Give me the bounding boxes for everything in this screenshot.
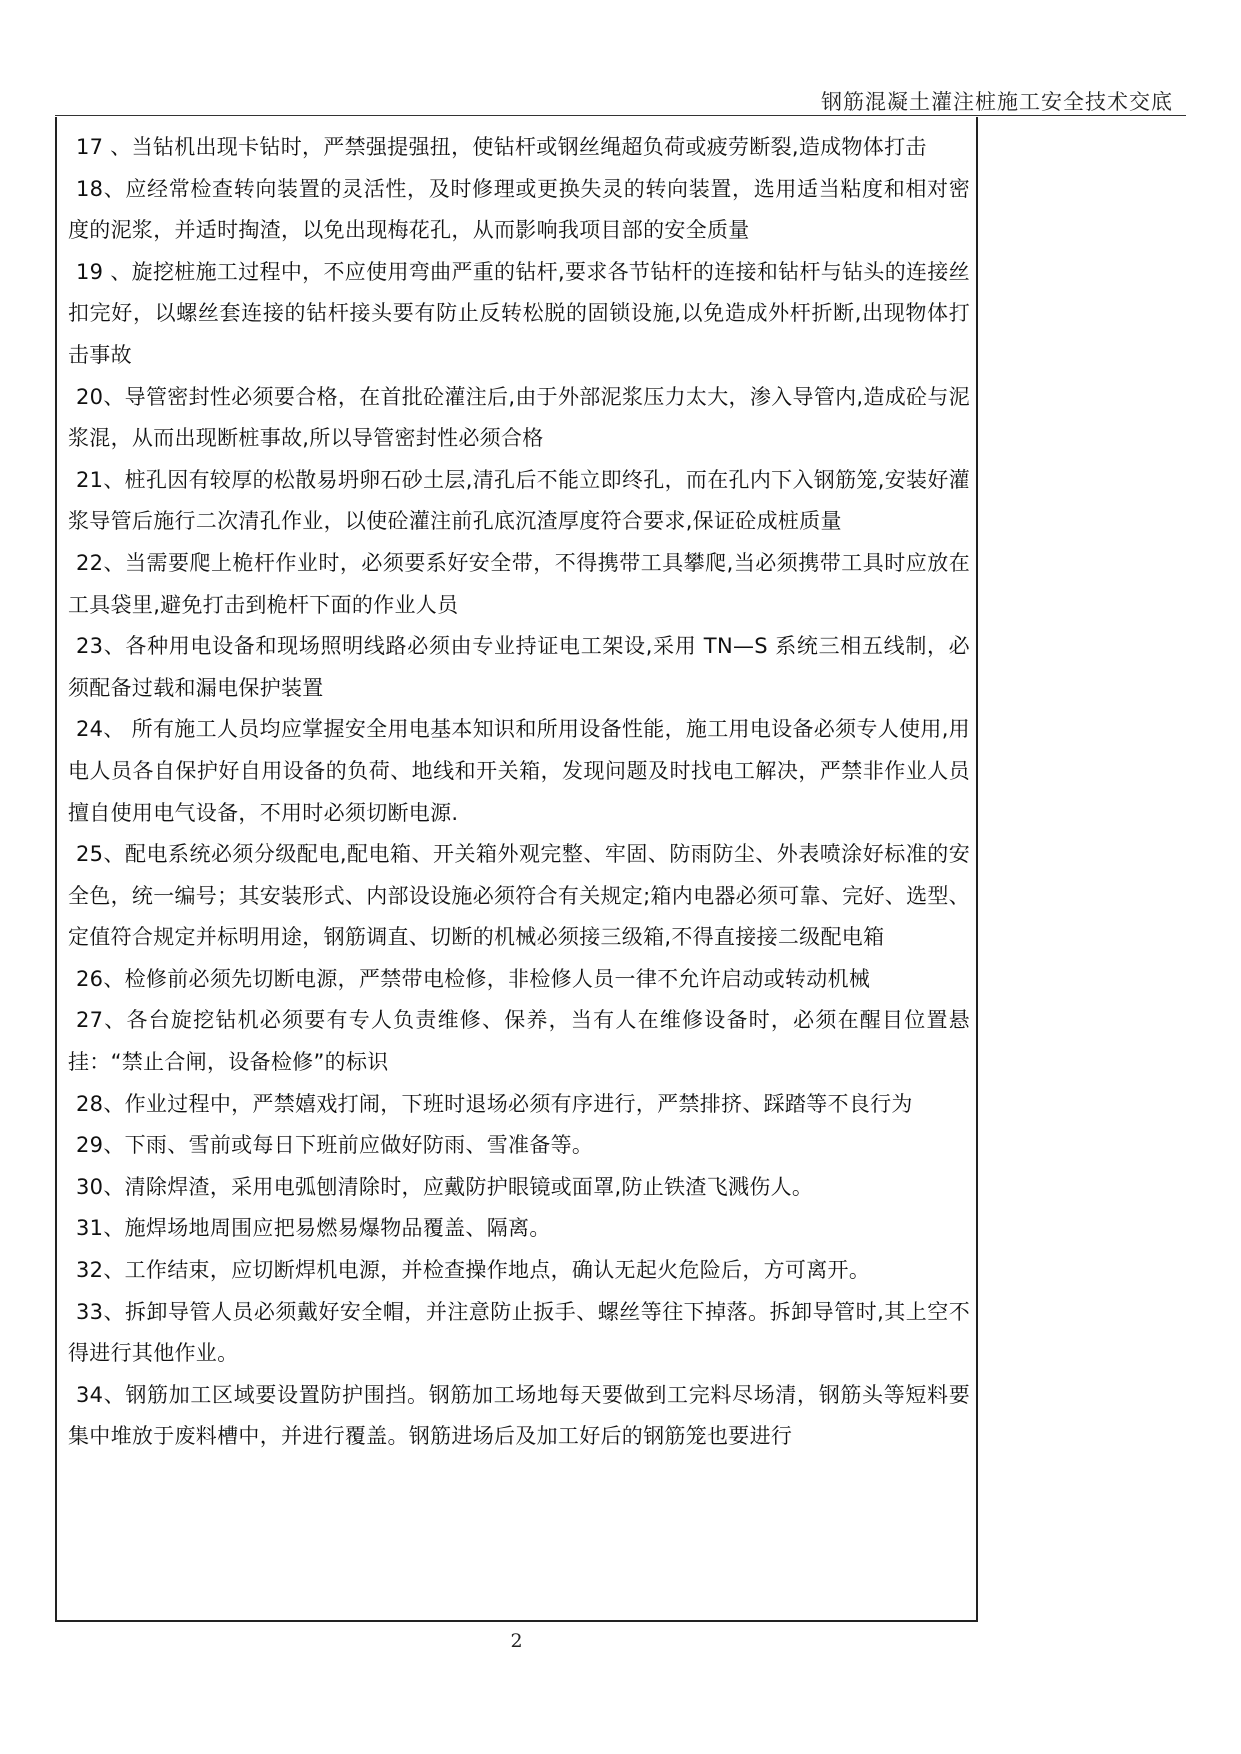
safety-item-27: 27、各台旋挖钻机必须要有专人负责维修、保养，当有人在维修设备时，必须在醒目位置悬挂：“禁止合闸，设备检修”的标识 <box>68 1008 970 1075</box>
page-number: 2 <box>510 1630 523 1652</box>
safety-item-22: 22、当需要爬上桅杆作业时，必须要系好安全带，不得携带工具攀爬,当必须携带工具时应放在工具袋里,避免打击到桅杆下面的作业人员 <box>68 550 970 617</box>
safety-item-33: 33、拆卸导管人员必须戴好安全帽，并注意防止扳手、螺丝等往下掉落。拆卸导管时,其上空不得进行其他作业。 <box>68 1299 970 1366</box>
safety-item-34: 34、钢筋加工区域要设置防护围挡。钢筋加工场地每天要做到工完料尽场清，钢筋头等短料要集中堆放于废料槽中，并进行覆盖。钢筋进场后及加工好后的钢筋笼也要进行 <box>68 1382 970 1449</box>
header-divider <box>55 115 1186 116</box>
safety-item-30: 30、清除焊渣，采用电弧刨清除时，应戴防护眼镜或面罩,防止铁渣飞溅伤人。 <box>76 1174 814 1199</box>
safety-item-21: 21、桩孔因有较厚的松散易坍卵石砂土层,清孔后不能立即终孔，而在孔内下入钢筋笼,安装好灌浆导管后施行二次清孔作业，以使砼灌注前孔底沉渣厚度符合要求,保证砼成桩质量 <box>68 467 970 534</box>
safety-items-list <box>57 117 976 1458</box>
content-frame <box>55 117 978 1622</box>
safety-item-28: 28、作业过程中，严禁嬉戏打闹，下班时退场必须有序进行，严禁排挤、踩踏等不良行为 <box>76 1091 913 1116</box>
safety-item-32: 32、工作结束，应切断焊机电源，并检查操作地点，确认无起火危险后，方可离开。 <box>76 1258 871 1283</box>
safety-item-23: 23、各种用电设备和现场照明线路必须由专业持证电工架设,采用 TN—S 系统三相五线制，必须配备过载和漏电保护装置 <box>68 634 970 700</box>
safety-item-19: 19 、旋挖桩施工过程中，不应使用弯曲严重的钻杆,要求各节钻杆的连接和钻杆与钻头的连接丝扣完好，以螺丝套连接的钻杆接头要有防止反转松脱的固锁设施,以免造成外杆折断,出现物体打击事故 <box>68 259 970 367</box>
safety-item-17: 17 、当钻机出现卡钻时，严禁强提强扭，使钻杆或钢丝绳超负荷或疲劳断裂,造成物体打击 <box>76 135 927 159</box>
safety-item-18: 18、应经常检查转向装置的灵活性，及时修理或更换失灵的转向装置，选用适当粘度和相对密度的泥浆，并适时掏渣，以免出现梅花孔，从而影响我项目部的安全质量 <box>68 176 970 243</box>
document-header-title: 钢筋混凝土灌注桩施工安全技术交底 <box>821 90 1173 114</box>
safety-item-24: 24、 所有施工人员均应掌握安全用电基本知识和所用设备性能，施工用电设备必须专人使用,用电人员各自保护好自用设备的负荷、地线和开关箱，发现问题及时找电工解决，严禁非作业人员擅自使用电气设备，不用时必须切断电源. <box>68 717 970 825</box>
safety-item-25: 25、配电系统必须分级配电,配电箱、开关箱外观完整、牢固、防雨防尘、外表喷涂好标准的安全色，统一编号；其安装形式、内部设设施必须符合有关规定;箱内电器必须可靠、完好、选型、定值符合规定并标明用途，钢筋调直、切断的机械必须接三级箱,不得直接接二级配电箱 <box>68 842 970 950</box>
safety-item-31: 31、施焊场地周围应把易燃易爆物品覆盖、隔离。 <box>76 1216 551 1241</box>
safety-item-26: 26、检修前必须先切断电源，严禁带电检修，非检修人员一律不允许启动或转动机械 <box>76 966 871 991</box>
safety-item-20: 20、导管密封性必须要合格，在首批砼灌注后,由于外部泥浆压力太大，渗入导管内,造成砼与泥浆混，从而出现断桩事故,所以导管密封性必须合格 <box>68 384 970 451</box>
safety-item-29: 29、下雨、雪前或每日下班前应做好防雨、雪准备等。 <box>76 1133 594 1158</box>
